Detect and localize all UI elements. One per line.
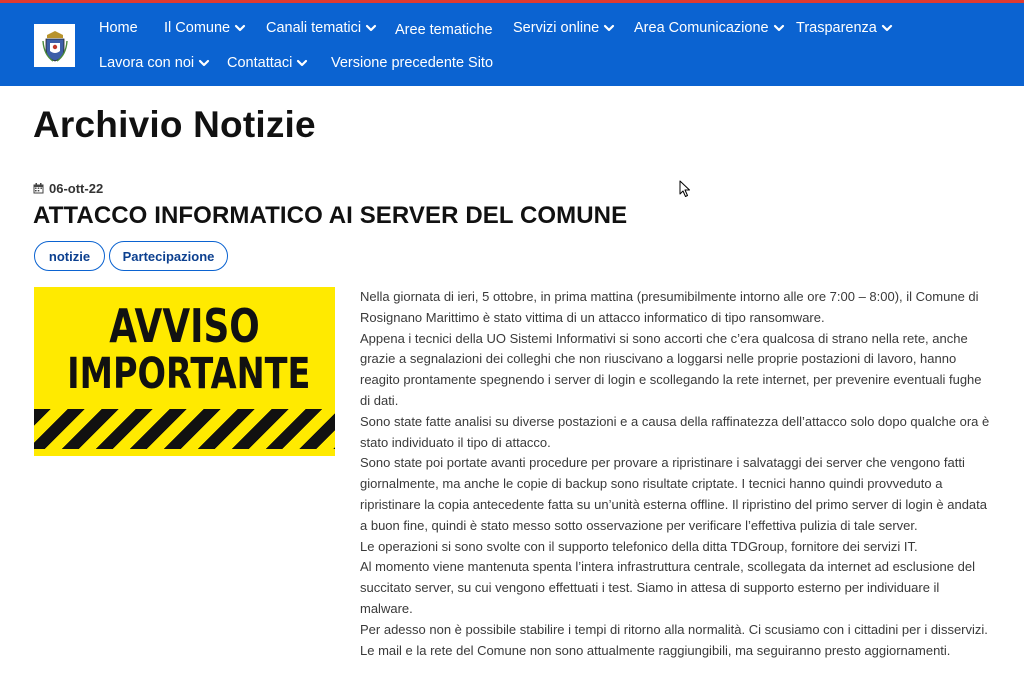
nav-item-servizi-online[interactable]	[513, 17, 615, 39]
nav-item-il-comune[interactable]	[164, 17, 246, 39]
nav-item-trasparenza[interactable]	[796, 17, 893, 39]
nav-item-label: Home	[99, 20, 138, 36]
chevron-down-icon	[603, 22, 615, 34]
nav-item-lavora-con-noi[interactable]	[99, 52, 210, 74]
article-date	[33, 181, 103, 196]
main-navbar	[0, 3, 1024, 86]
chevron-down-icon	[296, 57, 308, 69]
article-paragraph: Le mail e la rete del Comune non sono attualmente raggiungibili, ma seguiranno presto aggiornamenti.	[360, 642, 951, 658]
nav-item-canali-tematici[interactable]	[266, 17, 377, 39]
nav-item-label: Il Comune	[164, 20, 231, 36]
article-paragraph: Al momento viene mantenuta spenta l’intera infrastruttura centrale, scollegata da internet ad esclusione del succitato server, su cui vengono effettuati i test. Siamo in attesa di supporto esterno per individuare il malware.	[360, 559, 975, 616]
article-title: ATTACCO INFORMATICO AI SERVER DEL COMUNE	[33, 202, 628, 229]
avviso-text: AVVISO	[109, 299, 260, 353]
article-paragraph: Per adesso non è possibile stabilire i tempi di ritorno alla normalità. Ci scusiamo con i cittadini per i disservizi.	[360, 621, 988, 637]
page-title: Archivio Notizie	[33, 104, 316, 145]
nav-item-label: Servizi online	[513, 20, 600, 36]
chevron-down-icon	[773, 22, 785, 34]
nav-item-label: Versione precedente Sito	[331, 55, 494, 71]
nav-item-label: Lavora con noi	[99, 55, 195, 71]
hazard-stripes	[34, 409, 335, 449]
importante-text: IMPORTANTE	[67, 349, 311, 399]
nav-item-aree-tematiche[interactable]	[395, 19, 493, 41]
nav-item-label: Aree tematiche	[395, 22, 493, 38]
article-paragraph: Appena i tecnici della UO Sistemi Informativi si sono accorti che c’era qualcosa di strano nella rete, anche grazie a segnalazioni dei colleghi che non riuscivano a loggarsi nelle proprie postazioni di lavoro, hanno reagito prontamente spegnendo i server di login e scollegando la rete internet, per prevenire eventuali fughe di dati.	[360, 330, 982, 408]
nav-item-label: Canali tematici	[266, 20, 362, 36]
nav-item-versione-precedente[interactable]	[331, 52, 493, 74]
coat-of-arms-icon	[41, 29, 69, 63]
nav-item-home[interactable]	[99, 17, 138, 39]
chevron-down-icon	[198, 57, 210, 69]
article-paragraph: Sono state poi portate avanti procedure per provare a ripristinare i salvataggi dei server che vengono fatti giornalmente, ma anche le copie di backup sono risultate criptate. I tecnici hanno quindi provveduto a ripristinare la copia antecedente fatta su un’unità esterna offline. Il ripristino del primo server di login è andata a buon fine, quindi è stato messo sotto osservazione per verificare l’effettiva pulizia di tale server.	[360, 455, 988, 533]
article-date-text: 06-ott-22	[49, 181, 104, 196]
nav-item-label: Area Comunicazione	[634, 20, 769, 36]
comune-logo[interactable]	[34, 24, 75, 67]
article-image-avviso	[34, 287, 335, 456]
nav-item-area-comunicazione[interactable]	[634, 17, 785, 39]
nav-item-contattaci[interactable]	[227, 52, 308, 74]
tag-notizie[interactable]: notizie	[34, 241, 105, 271]
article-paragraph: Le operazioni si sono svolte con il supporto telefonico della ditta TDGroup, fornitore dei servizi IT.	[360, 538, 918, 554]
article-paragraph: Sono state fatte analisi su diverse postazioni e a causa della raffinatezza dell’attacco solo dopo qualche ora è stato individuato il tipo di attacco.	[360, 413, 990, 450]
chevron-down-icon	[234, 22, 246, 34]
chevron-down-icon	[881, 22, 893, 34]
nav-item-label: Trasparenza	[796, 20, 877, 36]
article-body	[360, 287, 990, 661]
tag-partecipazione[interactable]: Partecipazione	[109, 241, 228, 271]
calendar-icon	[33, 183, 44, 194]
article-paragraph: Nella giornata di ieri, 5 ottobre, in prima mattina (presumibilmente intorno alle ore 7:00 – 8:00), il Comune di Rosignano Marittimo è stato vittima di un attacco informatico di tipo ransomware.	[360, 289, 979, 325]
chevron-down-icon	[365, 22, 377, 34]
mouse-pointer-icon	[679, 180, 691, 198]
nav-item-label: Contattaci	[227, 55, 293, 71]
